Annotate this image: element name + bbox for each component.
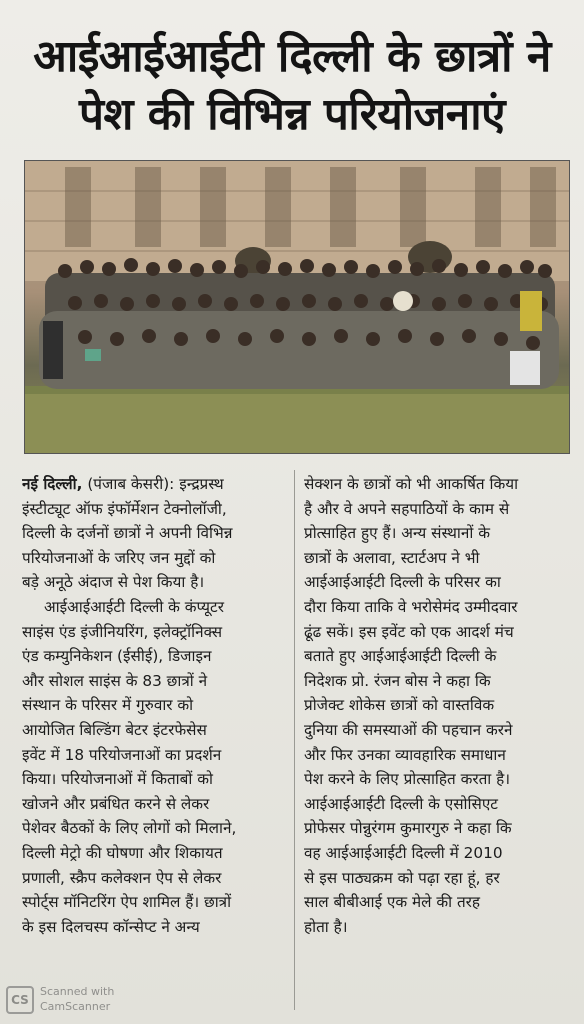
article-line: साल बीबीआई एक मेले की तरह <box>304 893 481 912</box>
article-line: खोजने और प्रबंधित करने से लेकर <box>22 794 210 813</box>
article-text: (पंजाब केसरी): इन्द्रप्रस्थ <box>87 475 224 493</box>
article-line: होता है। <box>304 917 348 936</box>
article-line: पेश करने के लिए प्रोत्साहित करता है। <box>304 770 511 789</box>
group-photo <box>24 160 570 454</box>
article-line: दिल्ली मेट्रो की घोषणा और शिकायत <box>22 843 223 862</box>
article-line: है और वे अपने सहपाठियों के काम से <box>304 499 510 518</box>
article-line: वह आईआईआईटी दिल्ली में 2010 <box>304 843 503 862</box>
article-line: ढूंढ सकें। इस इवेंट को एक आदर्श मंच <box>304 622 514 641</box>
article-line: प्रोफेसर पोन्नुरंगम कुमारगुरु ने कहा कि <box>304 819 512 838</box>
article-line: इवेंट में 18 परियोजनाओं का प्रदर्शन <box>22 745 222 764</box>
article-line: साइंस एंड इंजीनियरिंग, इलेक्ट्रॉनिक्स <box>22 622 223 641</box>
article-column-left <box>22 472 286 939</box>
article-line: प्रणाली, स्क्रैप कलेक्शन ऐप से लेकर <box>22 868 222 887</box>
article-line: प्रोत्साहित हुए हैं। अन्य संस्थानों के <box>304 524 490 543</box>
headline-line-1: आईआईआईटी दिल्ली के छात्रों ने <box>33 31 551 82</box>
headline <box>18 28 566 144</box>
article-line: पेशेवर बैठकों के लिए लोगों को मिलाने, <box>22 819 237 838</box>
article-line: छात्रों के अलावा, स्टार्टअप ने भी <box>304 548 480 567</box>
camscanner-logo-icon: CS <box>6 986 34 1014</box>
article-line <box>22 472 286 497</box>
camscanner-watermark <box>6 982 166 1018</box>
article-line: आईआईआईटी दिल्ली के एसोसिएट <box>304 794 498 813</box>
article-column-right <box>304 472 570 939</box>
article-line: किया। परियोजनाओं में किताबों को <box>22 770 213 789</box>
article-line: के इस दिलचस्प कॉन्सेप्ट ने अन्य <box>22 917 200 936</box>
article-line: बड़े अनूठे अंदाज से पेश किया है। <box>22 573 205 592</box>
article-line: इंस्टीट्यूट ऑफ इंफॉर्मेशन टेक्नोलॉजी, <box>22 499 227 518</box>
article-line: आयोजित बिल्डिंग बेटर इंटरफेसेस <box>22 720 207 739</box>
article-line: प्रोजेक्ट शोकेस छात्रों को वास्तविक <box>304 696 495 715</box>
article-line: संस्थान के परिसर में गुरुवार को <box>22 696 194 715</box>
article-line: सेक्शन के छात्रों को भी आकर्षित किया <box>304 475 519 493</box>
dateline: नई दिल्ली, <box>22 475 83 493</box>
article-line: एंड कम्युनिकेशन (ईसीई), डिजाइन <box>22 647 212 666</box>
article-line: आईआईआईटी दिल्ली के परिसर का <box>304 573 501 592</box>
article-line: और फिर उनका व्यावहारिक समाधान <box>304 745 506 764</box>
column-divider <box>294 470 295 1010</box>
watermark-line-1: Scanned with <box>40 985 115 998</box>
article-line: परियोजनाओं के जरिए जन मुद्दों को <box>22 548 216 567</box>
group-photo-illustration <box>25 161 569 453</box>
headline-line-2: पेश की विभिन्न परियोजनाएं <box>79 89 505 140</box>
article-line: दिल्ली के दर्जनों छात्रों ने अपनी विभिन्न <box>22 524 233 543</box>
article-line: दुनिया की समस्याओं की पहचान करने <box>304 720 513 739</box>
article-line: से इस पाठ्यक्रम को पढ़ा रहा हूं, हर <box>304 868 500 887</box>
article-line: और सोशल साइंस के 83 छात्रों ने <box>22 671 208 690</box>
watermark-text <box>40 984 114 1014</box>
article-line: दौरा किया ताकि वे भरोसेमंद उम्मीदवार <box>304 597 518 616</box>
article-line: स्पोर्ट्स मॉनिटरिंग ऐप शामिल हैं। छात्रों <box>22 893 232 912</box>
watermark-line-2: CamScanner <box>40 1000 111 1013</box>
article-line: बताते हुए आईआईआईटी दिल्ली के <box>304 647 497 666</box>
article-line: आईआईआईटी दिल्ली के कंप्यूटर <box>44 597 224 616</box>
article-line: निदेशक प्रो. रंजन बोस ने कहा कि <box>304 671 491 690</box>
